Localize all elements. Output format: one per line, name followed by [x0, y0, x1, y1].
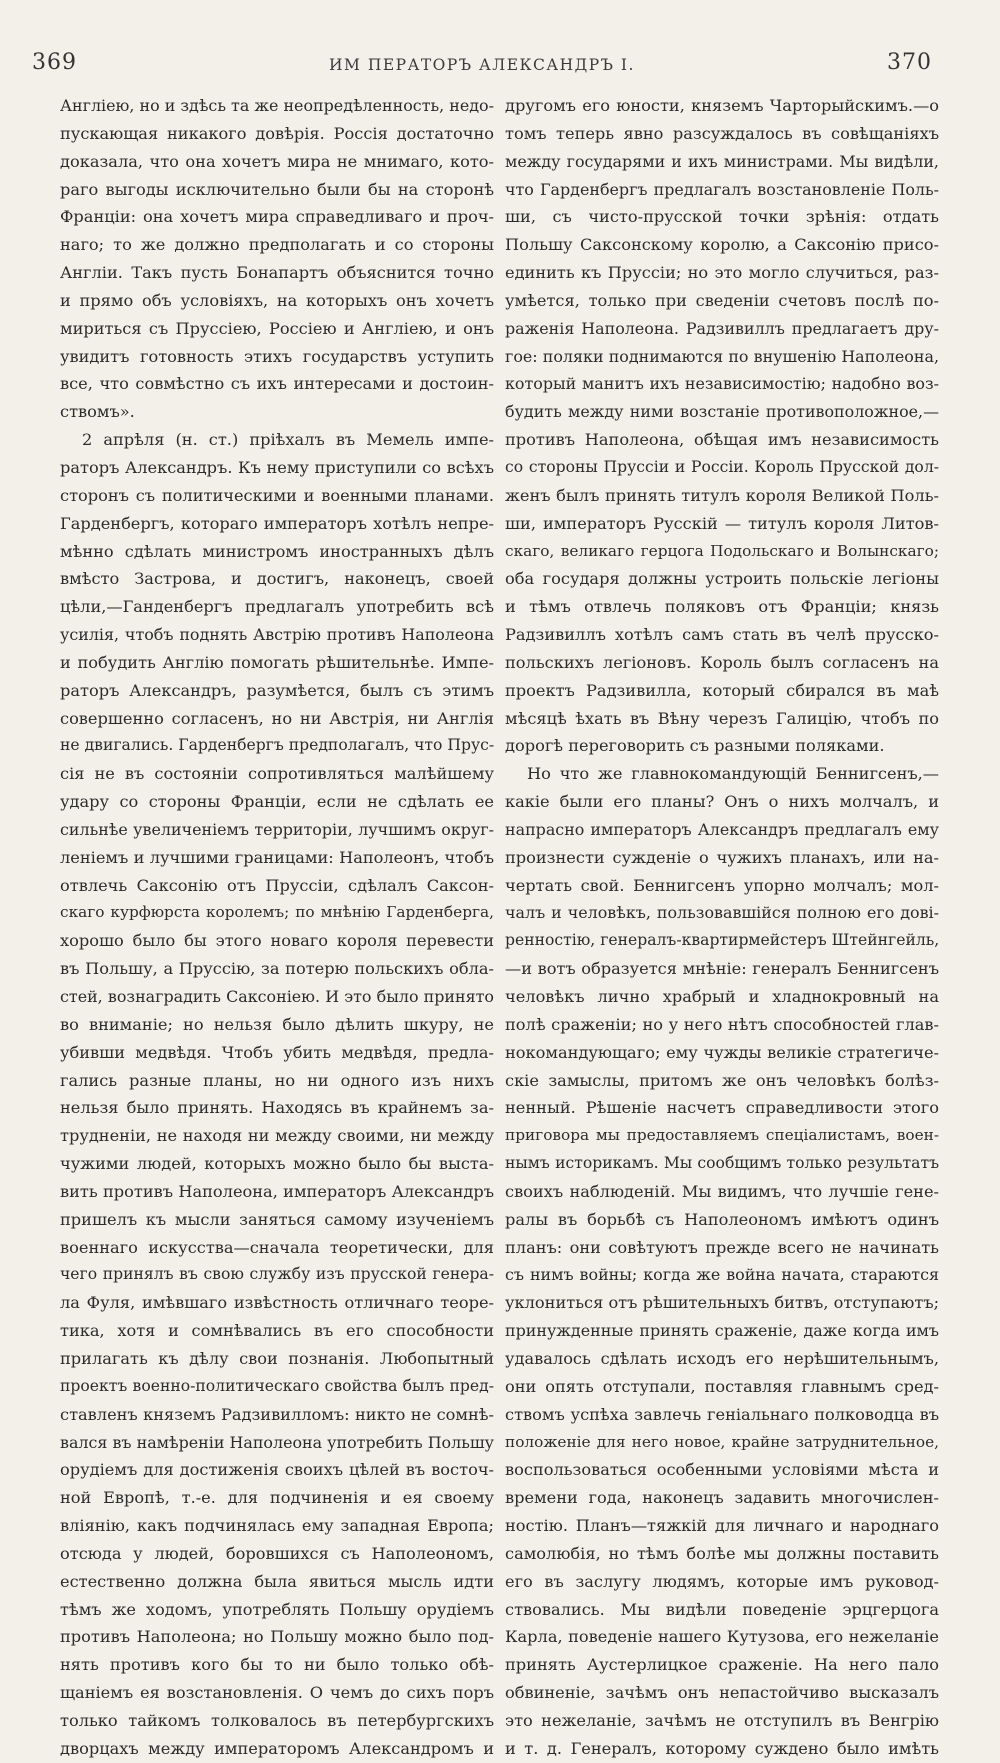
text-line: доказала, что она хочетъ мира не мнимаго, кото- — [60, 151, 494, 171]
text-line: цѣли,—Ганденбергъ предлагалъ употребить всѣ — [60, 597, 494, 617]
left-text-column — [60, 92, 494, 1763]
text-line: Англіи. Такъ пусть Бонапартъ объяснится точно — [60, 263, 494, 283]
text-line: усилія, чтобъ поднять Австрію противъ Наполеона — [60, 625, 494, 645]
text-line: скаго, великаго герцога Подольскаго и Волынскаго; — [505, 541, 939, 560]
text-line: Гарденбергъ, котораго императоръ хотѣлъ непре- — [60, 513, 494, 533]
text-line: человѣкъ лично храбрый и хладнокровный на — [505, 987, 939, 1006]
text-line: дворцахъ между императоромъ Александромъ и — [60, 1738, 494, 1758]
text-line: Франціи: она хочетъ мира справедливаго и проч- — [60, 207, 494, 227]
text-line: какіе были его планы? Онъ о нихъ молчалъ, и — [505, 792, 939, 812]
text-line: будить между ними возстаніе противоположное,— — [505, 402, 939, 422]
text-line: тѣмъ же ходомъ, употреблять Польшу орудіемъ — [60, 1599, 494, 1619]
text-line: съ нимъ войны; когда же война начата, стараются — [505, 1265, 939, 1285]
text-line: между государями и ихъ министрами. Мы видѣли, — [505, 151, 939, 171]
text-line: оба государя должны устроить польскіе легіоны — [505, 569, 939, 589]
text-line: ши, съ чисто-прусской точки зрѣнія: отдать — [505, 207, 939, 227]
text-line: произнести сужденіе о чужихъ планахъ, или на- — [505, 847, 939, 867]
text-line: это нежеланіе, зачѣмъ не отступилъ въ Венгрію — [505, 1710, 939, 1730]
text-line: самолюбія, но тѣмъ болѣе мы должны поставить — [505, 1543, 939, 1563]
text-line: нять противъ кого бы то ни было только обѣ- — [60, 1655, 494, 1675]
text-line: дорогѣ переговорить съ разными поляками. — [505, 736, 885, 756]
text-line: вить противъ Наполеона, императоръ Александръ — [60, 1181, 494, 1201]
text-line: ненный. Рѣшеніе насчетъ справедливости этого — [505, 1098, 939, 1118]
right-page-number: 370 — [887, 50, 932, 75]
text-line: ностію. Планъ—тяжкій для личнаго и народнаго — [505, 1516, 939, 1536]
text-line: противъ Наполеона; но Польшу можно было под- — [60, 1627, 494, 1647]
text-line: ствомъ успѣха завлечь геніальнаго полководца въ — [505, 1404, 939, 1424]
text-line: польскихъ легіоновъ. Король былъ согласенъ на — [505, 652, 939, 672]
text-line: ной Европѣ, т.-е. для подчиненія и ея своему — [60, 1488, 494, 1508]
text-line: и тѣмъ отвлечь поляковъ отъ Франціи; князь — [505, 597, 939, 617]
text-line: во вниманіе; но нельзя было дѣлить шкуру, не — [60, 1014, 494, 1034]
text-line: который манитъ ихъ независимостію; надобно воз- — [505, 374, 939, 394]
text-line: орудіемъ для достиженія своихъ цѣлей въ восточ- — [60, 1460, 494, 1480]
text-line: убивши медвѣдя. Чтобъ убить медвѣдя, предла- — [60, 1042, 494, 1062]
text-line: естественно должна была явиться мысль идти — [60, 1571, 494, 1591]
text-line: прилагать къ дѣлу свои познанія. Любопытный — [60, 1348, 494, 1368]
text-line: проектъ военно-политическаго свойства былъ пред- — [60, 1376, 494, 1395]
text-line: тика, хотя и сомнѣвались въ его способности — [60, 1321, 494, 1341]
text-line: проектъ Радзивилла, который сбирался въ маѣ — [505, 680, 939, 700]
text-line: его въ заслугу людямъ, которые имъ руковод- — [505, 1571, 939, 1591]
text-line: гое: поляки поднимаются по внушенію Наполеона, — [505, 346, 939, 366]
text-line: приговора мы предоставляемъ спеціалистамъ, воен- — [505, 1126, 939, 1145]
text-line: Карла, поведеніе нашего Кутузова, его нежеланіе — [505, 1627, 939, 1647]
text-line: раженія Наполеона. Радзивиллъ предлагаетъ дру- — [505, 318, 939, 338]
text-line: противъ Наполеона, обѣщая имъ независимость — [505, 430, 939, 450]
text-line: скіе замыслы, притомъ же онъ человѣкъ болѣз- — [505, 1070, 939, 1090]
text-line: воспользоваться особенными условіями мѣста и — [505, 1460, 939, 1480]
text-line: единить къ Пруссіи; но это могло случиться, раз- — [505, 263, 939, 283]
text-line: своихъ наблюденій. Мы видимъ, что лучшіе гене- — [505, 1181, 939, 1201]
text-line: ствовались. Мы видѣли поведеніе эрцгерцога — [505, 1599, 939, 1619]
text-line: планъ: они совѣтуютъ прежде всего не начинать — [505, 1237, 939, 1257]
text-line: ставленъ княземъ Радзивилломъ: никто не сомнѣ- — [60, 1404, 494, 1424]
text-line: ствомъ». — [60, 402, 135, 422]
text-line: не двигались. Гарденбергъ предполагалъ, что Прус- — [60, 736, 495, 755]
text-line: отсюда у людей, боровшихся съ Наполеономъ, — [60, 1543, 494, 1563]
text-line: —и вотъ образуется мнѣніе: генералъ Беннигсенъ — [505, 959, 939, 979]
text-line: другомъ его юности, княземъ Чарторыйскимъ.—о — [505, 96, 939, 115]
text-line: положеніе для него новое, крайне затруднительное, — [505, 1432, 939, 1451]
text-line: раго выгоды исключительно были бы на сторонѣ — [60, 179, 494, 199]
text-line: удавалось сдѣлать исходъ его нерѣшительнымъ, — [505, 1348, 939, 1368]
text-line: трудненіи, не находя ни между своими, ни между — [60, 1126, 494, 1146]
text-line: пускающая никакого довѣрія. Россія достаточно — [60, 123, 494, 143]
left-page-number: 369 — [32, 50, 77, 75]
text-line: сторонъ съ политическими и военными планами. — [60, 485, 494, 505]
text-line: и т. д. Генералъ, которому суждено было имѣть — [505, 1738, 939, 1758]
text-line: принять Аустерлицкое сраженіе. На него пало — [505, 1655, 939, 1675]
text-line: ралы въ борьбѣ съ Наполеономъ имѣютъ одинъ — [505, 1209, 939, 1229]
text-line: со стороны Пруссіи и Россіи. Король Прусской дол- — [505, 457, 939, 476]
text-line: мириться съ Пруссіею, Россіею и Англіею, и онъ — [60, 318, 494, 338]
text-line: все, что совмѣстно съ ихъ интересами и достоин- — [60, 374, 494, 394]
text-line: военнаго искусства—сначала теоретически, для — [60, 1237, 494, 1257]
text-line: Англіею, но и здѣсь та же неопредѣленность, недо- — [60, 96, 494, 115]
text-line: сильнѣе увеличеніемъ территоріи, лучшимъ округ- — [60, 819, 494, 839]
text-line: совершенно согласенъ, но ни Австрія, ни Англія — [60, 708, 494, 728]
text-line: что Гарденбергъ предлагалъ возстановленіе Поль- — [505, 179, 939, 199]
text-line: леніемъ и лучшими границами: Наполеонъ, чтобъ — [60, 847, 494, 867]
text-line: чего принялъ въ свою службу изъ прусской генера- — [60, 1265, 494, 1284]
text-line: Но что же главнокомандующій Беннигсенъ,— — [527, 764, 939, 784]
running-header — [32, 50, 932, 82]
text-line: вліянію, какъ подчинялась ему западная Европа; — [60, 1516, 494, 1536]
text-line: томъ теперь явно разсуждалось въ совѣщаніяхъ — [505, 123, 939, 143]
text-line: вмѣсто Застрова, и достигъ, наконецъ, своей — [60, 569, 494, 589]
text-line: ши, императоръ Русскій — титулъ короля Литов- — [505, 513, 939, 533]
right-text-column — [505, 92, 939, 1763]
text-line: 2 апрѣля (н. ст.) пріѣхалъ въ Мемель импе- — [82, 430, 494, 450]
text-line: они опять отступали, поставляя главнымъ сред- — [505, 1376, 939, 1396]
text-line: наго; то же должно предполагать и со стороны — [60, 235, 494, 255]
text-line: гались разные планы, но ни одного изъ нихъ — [60, 1070, 494, 1090]
text-line: ла Фуля, имѣвшаго извѣстность отличнаго теоре- — [60, 1293, 494, 1313]
text-line: нельзя было принять. Находясь въ крайнемъ за- — [60, 1098, 494, 1118]
text-line: только тайкомъ толковалось въ петербургскихъ — [60, 1710, 494, 1730]
text-line: хорошо было бы этого новаго короля перевести — [60, 931, 494, 951]
text-line: и прямо объ условіяхъ, на которыхъ онъ хочетъ — [60, 290, 494, 310]
text-line: чужими людей, которыхъ можно было бы выста- — [60, 1154, 494, 1174]
text-line: вался въ намѣреніи Наполеона употребить Польшу — [60, 1432, 494, 1452]
text-line: мѣсяцѣ ѣхать въ Вѣну черезъ Галицію, чтобъ по — [505, 708, 939, 728]
text-line: стей, вознаградить Саксоніею. И это было принято — [60, 987, 494, 1006]
text-line: мѣнно сдѣлать министромъ иностранныхъ дѣлъ — [60, 541, 494, 561]
text-line: нымъ историкамъ. Мы сообщимъ только результатъ — [505, 1154, 939, 1173]
text-line: женъ былъ принять титулъ короля Великой Поль- — [505, 485, 939, 505]
text-line: времени года, наконецъ задавить многочислен- — [505, 1488, 939, 1508]
text-line: щаніемъ ея возстановленія. О чемъ до сихъ поръ — [60, 1683, 494, 1703]
text-line: и побудить Англію помогать рѣшительнѣе. Импе- — [60, 652, 494, 672]
text-line: Радзивиллъ хотѣлъ самъ стать въ челѣ прусско- — [505, 625, 939, 645]
text-line: полѣ сраженіи; но у него нѣтъ способностей глав- — [505, 1014, 939, 1034]
text-line: скаго курфюрста королемъ; по мнѣнію Гарденберга, — [60, 903, 494, 922]
text-line: отвлечь Саксонію отъ Пруссіи, сдѣлалъ Саксон- — [60, 875, 494, 895]
text-line: увидитъ готовность этихъ государствъ уступить — [60, 346, 494, 366]
text-line: пришелъ къ мысли заняться самому изученіемъ — [60, 1209, 494, 1229]
text-line: чалъ и человѣкъ, пользовавшійся полною его дові- — [505, 903, 939, 923]
text-line: ренностію, генералъ-квартирмейстеръ Штейнгейль, — [505, 931, 940, 950]
running-title: ИМ ПЕРАТОРЪ АЛЕКСАНДРЪ I. — [329, 56, 635, 74]
text-line: нокомандующаго; ему чужды великіе стратегиче- — [505, 1042, 939, 1062]
text-line: удару со стороны Франціи, если не сдѣлать ее — [60, 792, 494, 812]
text-line: сія не въ состояніи сопротивляться малѣйшему — [60, 764, 494, 784]
text-line: Польшу Саксонскому королю, а Саксонію присо- — [505, 235, 939, 255]
text-line: въ Польшу, а Пруссію, за потерю польскихъ обла- — [60, 959, 494, 979]
text-line: умѣется, только при сведеніи счетовъ послѣ по- — [505, 290, 939, 310]
text-line: принужденные принять сраженіе, даже когда имъ — [505, 1321, 939, 1341]
text-line: чертать свой. Беннигсенъ упорно молчалъ; мол- — [505, 875, 939, 895]
text-line: уклониться отъ рѣшительныхъ битвъ, отступаютъ; — [505, 1293, 940, 1313]
text-line: обвиненіе, зачѣмъ онъ непастойчиво высказалъ — [505, 1683, 939, 1703]
text-line: раторъ Александръ, разумѣется, былъ съ этимъ — [60, 680, 494, 700]
text-line: напрасно императоръ Александръ предлагалъ ему — [505, 819, 939, 839]
text-line: раторъ Александръ. Къ нему приступили со всѣхъ — [60, 457, 494, 477]
